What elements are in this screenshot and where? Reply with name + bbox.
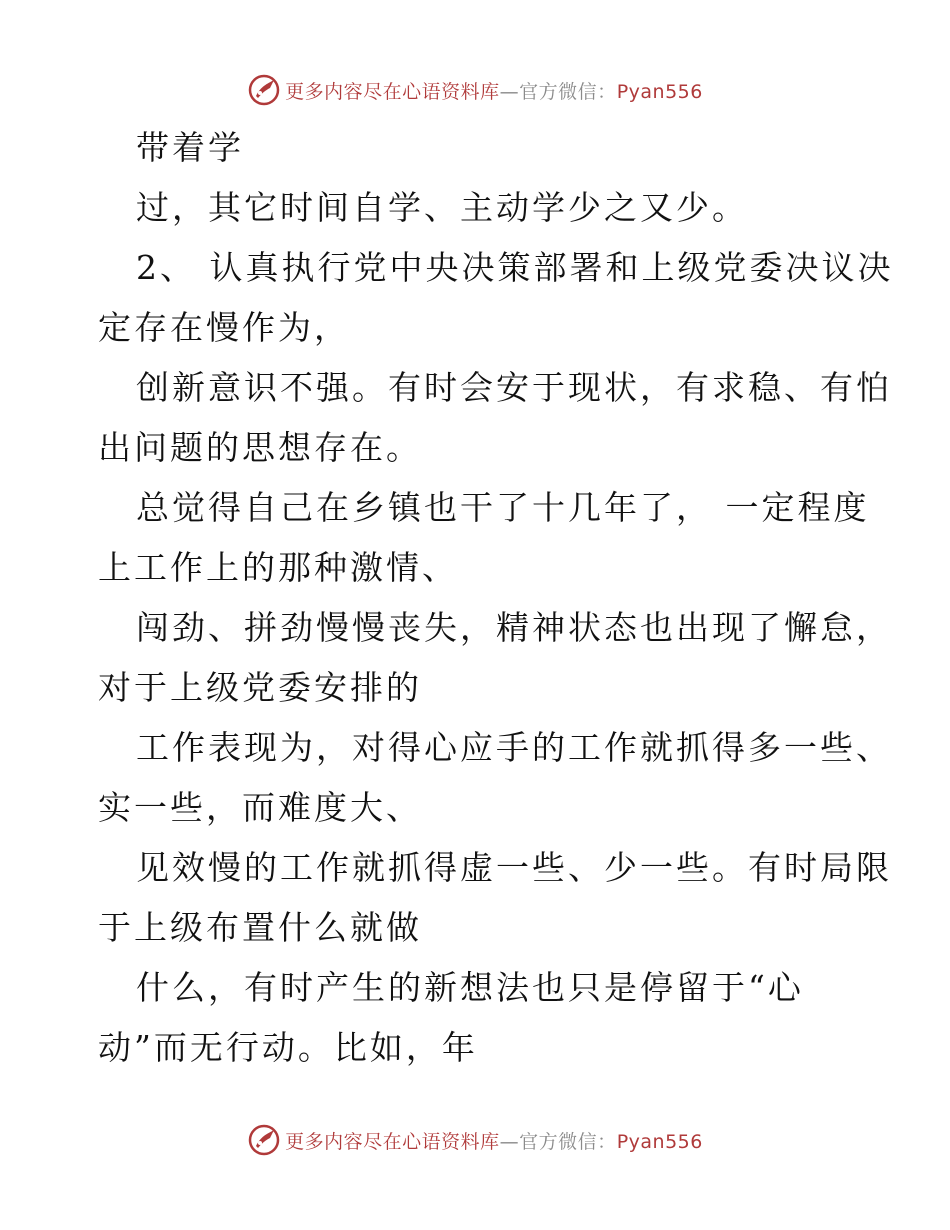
text-line: 动”而无行动。比如，年 <box>98 1028 478 1067</box>
text-line: 出问题的思想存在。 <box>98 428 422 467</box>
text-line: 工作表现为，对得心应手的工作就抓得多一些、 <box>136 728 892 767</box>
watermark-separator: — <box>499 80 520 103</box>
pen-logo-icon <box>247 73 281 107</box>
pen-logo-icon <box>247 1123 281 1157</box>
header-watermark <box>0 70 950 110</box>
watermark-label: 官方微信： <box>519 1130 617 1153</box>
text-line: 实一些，而难度大、 <box>98 788 422 827</box>
text-line: 2、 认真执行党中央决策部署和上级党委决议决 <box>136 248 894 287</box>
watermark-main: 更多内容尽在心语资料库 <box>285 1130 500 1153</box>
text-line: 见效慢的工作就抓得虚一些、少一些。有时局限 <box>136 848 892 887</box>
watermark-text <box>285 77 703 104</box>
text-line: 什么，有时产生的新想法也只是停留于“心 <box>136 968 804 1007</box>
text-line: 于上级布置什么就做 <box>98 908 422 947</box>
footer-watermark <box>0 1120 950 1160</box>
text-line: 总觉得自己在乡镇也干了十几年了， 一定程度 <box>136 488 870 527</box>
text-line: 过，其它时间自学、主动学少之又少。 <box>136 188 748 227</box>
text-line: 创新意识不强。有时会安于现状，有求稳、有怕 <box>136 368 892 407</box>
text-line: 闯劲、拼劲慢慢丧失，精神状态也出现了懈怠， <box>136 608 892 647</box>
watermark-separator: — <box>499 1130 520 1153</box>
watermark-label: 官方微信： <box>519 80 617 103</box>
watermark-text <box>285 1127 703 1154</box>
watermark-main: 更多内容尽在心语资料库 <box>285 80 500 103</box>
text-line: 定存在慢作为， <box>98 308 350 347</box>
text-line: 带着学 <box>136 128 244 167</box>
watermark-id: Pyan556 <box>616 1130 703 1153</box>
text-line: 上工作上的那种激情、 <box>98 548 458 587</box>
watermark-id: Pyan556 <box>616 80 703 103</box>
text-line: 对于上级党委安排的 <box>98 668 422 707</box>
